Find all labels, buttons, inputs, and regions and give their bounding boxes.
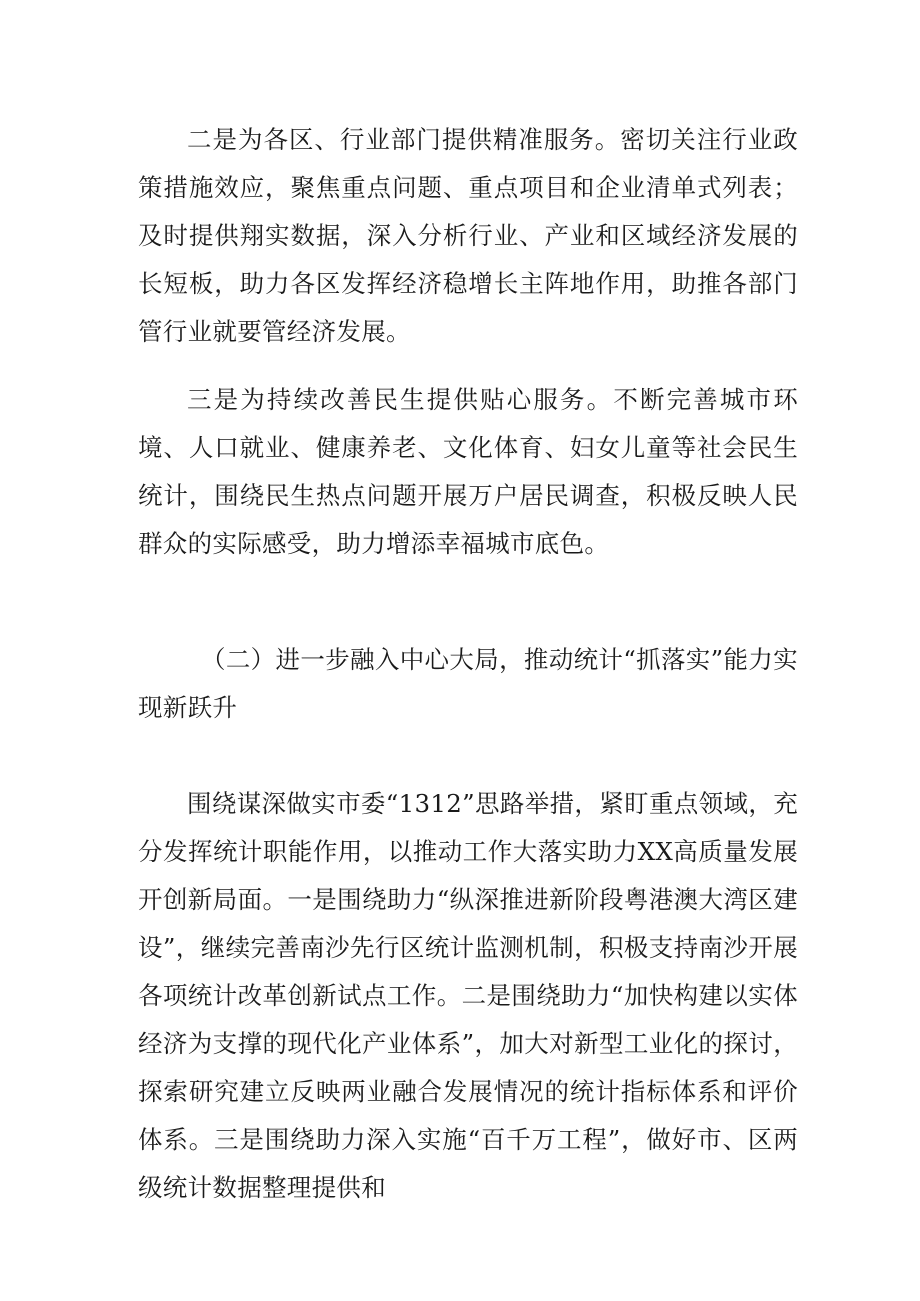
paragraph-livelihood-service: 三是为持续改善民生提供贴心服务。不断完善城市环境、人口就业、健康养老、文化体育、妇女儿童等社会民生统计，围绕民生热点问题开展万户居民调查，积极反映人民群众的实际感受，助力增添幸福城市底色。 <box>138 385 798 558</box>
section-heading: （二）进一步融入中心大局，推动统计“抓落实”能力实现新跃升 <box>138 645 798 722</box>
paragraph-central-tasks: 围绕谋深做实市委“1312”思路举措，紧盯重点领域，充分发挥统计职能作用，以推动工作大落实助力XX高质量发展开创新局面。一是围绕助力“纵深推进新阶段粤港澳大湾区建设”，继续完善南沙先行区统计监测机制，积极支持南沙开展各项统计改革创新试点工作。二是围绕助力“加快构建以实体经济为支撑的现代化产业体系”，加大对新型工业化的探讨，探索研究建立反映两业融合发展情况的统计指标体系和评价体系。三是围绕助力深入实施“百千万工程”，做好市、区两级统计数据整理提供和 <box>138 789 798 1202</box>
paragraph-service-districts: 二是为各区、行业部门提供精准服务。密切关注行业政策措施效应，聚焦重点问题、重点项目和企业清单式列表；及时提供翔实数据，深入分析行业、产业和区域经济发展的长短板，助力各区发挥经济稳增长主阵地作用，助推各部门管行业就要管经济发展。 <box>138 125 798 346</box>
